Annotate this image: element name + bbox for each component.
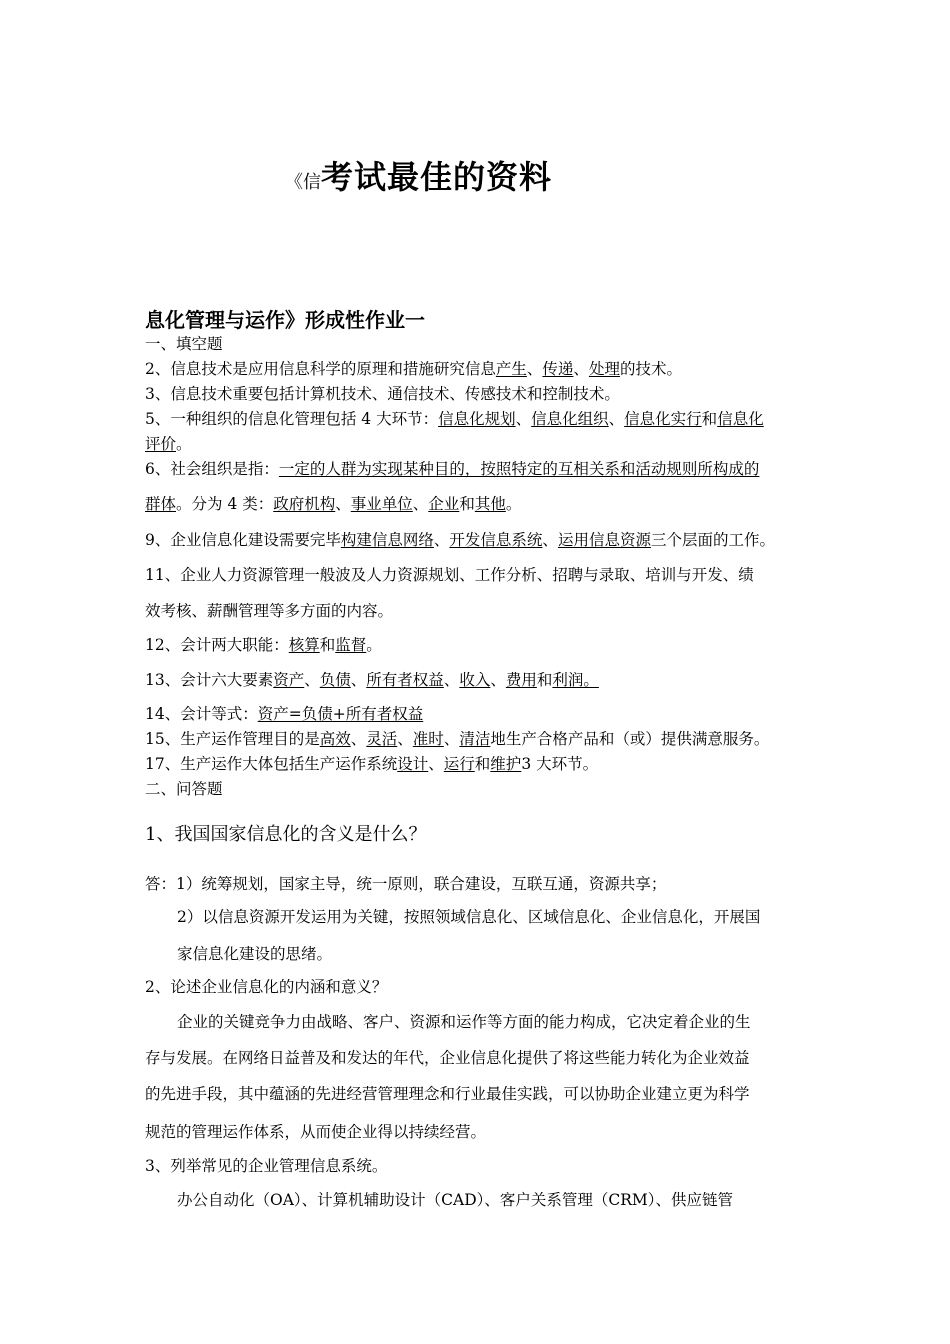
question-17: 17、生产运作大体包括生产运作系统设计、运行和维护3 大环节。 [145,755,599,773]
qa-question-3: 3、列举常见的企业管理信息系统。 [145,1157,388,1175]
question-11: 11、企业人力资源管理一般波及人力资源规划、工作分析、招聘与录取、培训与开发、绩 [145,566,754,584]
qa-answer-2-line-4: 规范的管理运作体系，从而使企业得以持续经营。 [145,1123,487,1141]
question-3: 3、信息技术重要包括计算机技术、通信技术、传感技术和控制技术。 [145,385,620,403]
question-13: 13、会计六大要素资产、负债、所有者权益、收入、费用和利润。 [145,671,599,689]
qa-question-2: 2、论述企业信息化的内涵和意义？ [145,978,388,996]
qa-question-1: 1、我国国家信息化的含义是什么？ [145,824,427,845]
question-11-cont: 效考核、薪酬管理等多方面的内容。 [145,602,394,620]
qa-answer-3-line-1: 办公自动化（OA）、计算机辅助设计（CAD）、客户关系管理（CRM）、供应链管 [177,1191,734,1209]
section-qa-heading: 二、问答题 [145,780,223,798]
qa-answer-1-line-1: 答：1）统筹规划，国家主导，统一原则，联合建设，互联互通，资源共享； [145,875,667,893]
question-2: 2、信息技术是应用信息科学的原理和措施研究信息产生、传递、处理的技术。 [145,360,682,378]
question-5: 5、一种组织的信息化管理包括 4 大环节：信息化规划、信息化组织、信息化实行和信息化 [145,410,764,428]
question-5-cont: 评价。 [145,435,192,453]
question-12: 12、会计两大职能：核算和监督。 [145,636,382,654]
qa-answer-2-line-1: 企业的关键竞争力由战略、客户、资源和运作等方面的能力构成，它决定着企业的生 [177,1013,751,1031]
document-title: 《信考试最佳的资料 [285,158,553,196]
assignment-subtitle: 息化管理与运作》形成性作业一 [145,308,425,332]
section-fill-blank-heading: 一、填空题 [145,335,223,353]
question-14: 14、会计等式：资产=负债+所有者权益 [145,705,424,723]
qa-answer-2-line-3: 的先进手段，其中蕴涵的先进经营管理理念和行业最佳实践，可以协助企业建立更为科学 [145,1085,750,1103]
question-15: 15、生产运作管理目的是高效、灵活、准时、清洁地生产合格产品和（或）提供满意服务。 [145,730,770,748]
question-6-cont: 群体。分为 4 类：政府机构、事业单位、企业和其他。 [145,495,522,513]
qa-answer-1-line-3: 家信息化建设的思绪。 [177,945,333,963]
qa-answer-2-line-2: 存与发展。在网络日益普及和发达的年代，企业信息化提供了将这些能力转化为企业效益 [145,1049,750,1067]
qa-answer-1-line-2: 2）以信息资源开发运用为关键，按照领域信息化、区域信息化、企业信息化，开展国 [177,908,761,926]
question-9: 9、企业信息化建设需要完毕构建信息网络、开发信息系统、运用信息资源三个层面的工作。 [145,531,775,549]
question-6: 6、社会组织是指：一定的人群为实现某种目的，按照特定的互相关系和活动规则所构成的 [145,460,760,478]
